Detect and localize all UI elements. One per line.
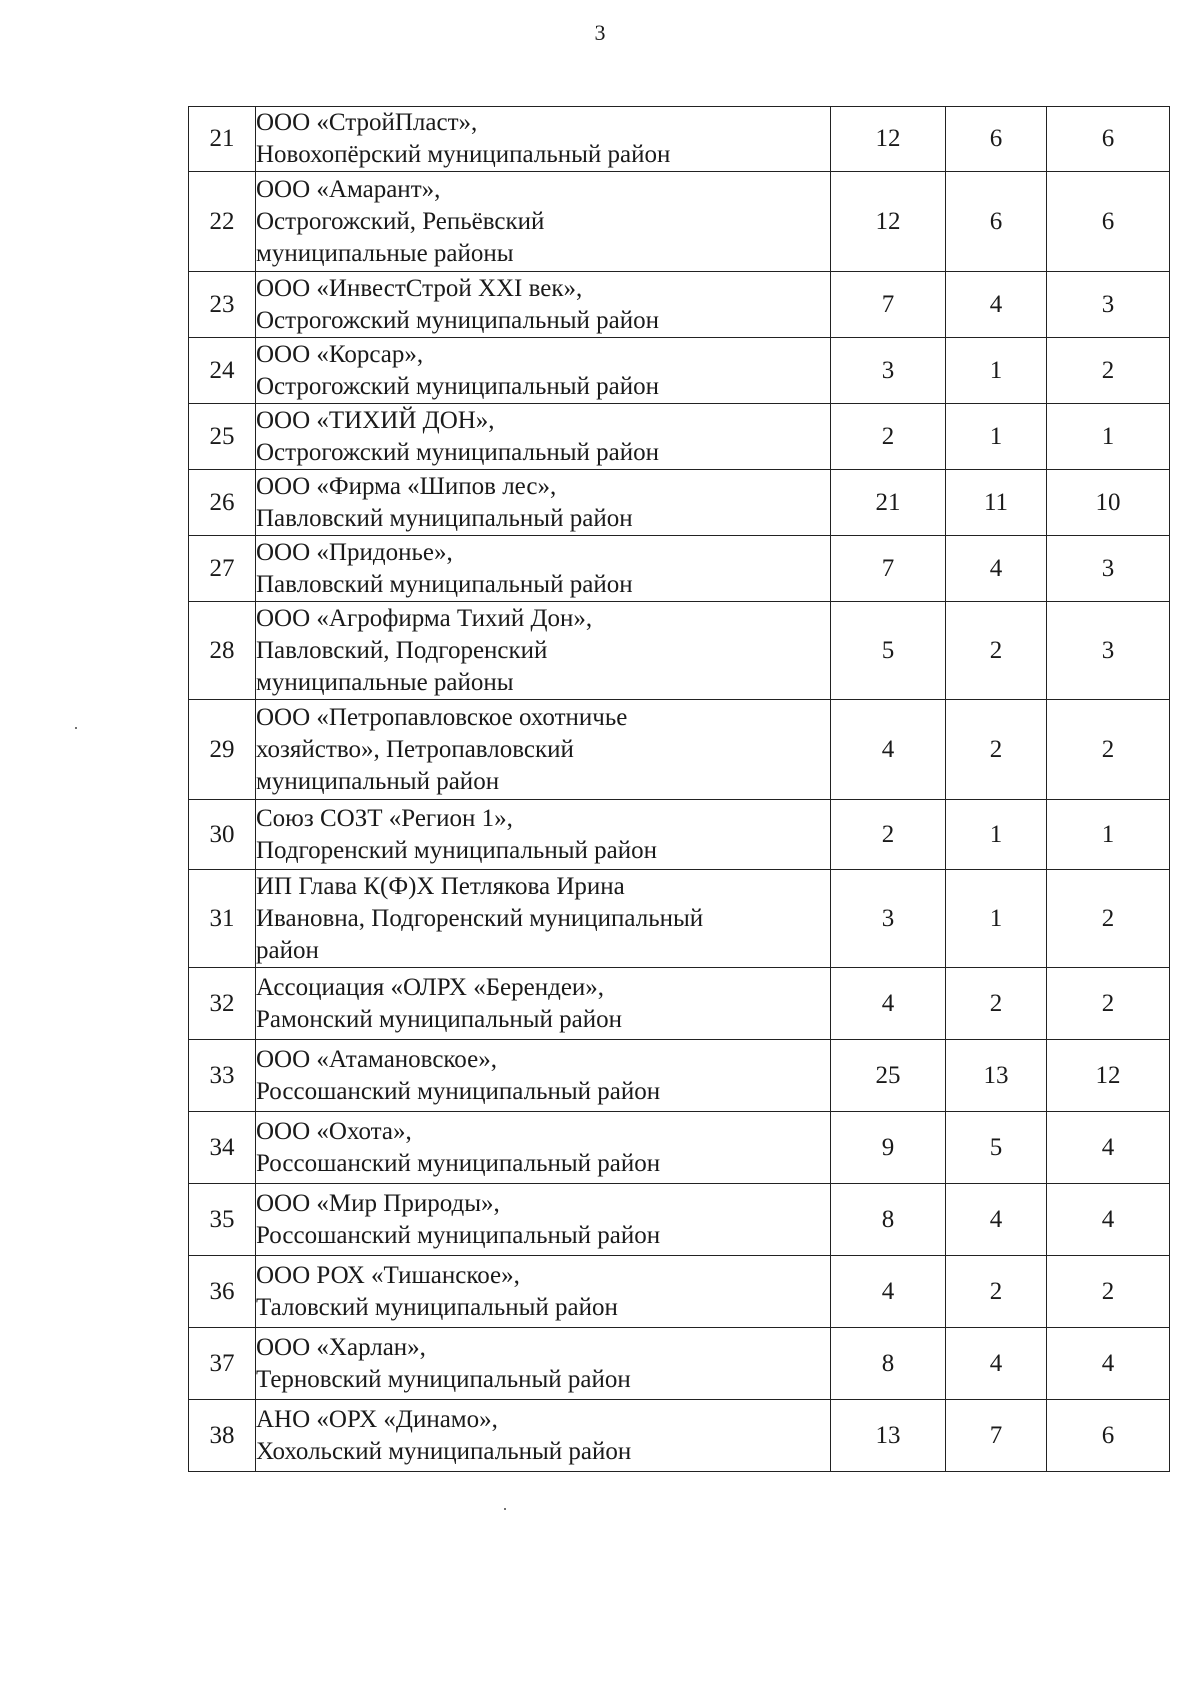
value-3: 2 [1047,1256,1170,1328]
organization-line: Павловский муниципальный район [256,504,633,532]
scan-speck [75,727,77,729]
organization-line: Острогожский муниципальный район [256,438,660,466]
organization-cell [256,404,831,470]
organization-line: Россошанский муниципальный район [256,1221,661,1249]
value-2: 6 [946,172,1047,272]
row-number: 31 [189,870,256,968]
total-value: 12 [831,107,946,172]
organization-line: Терновский муниципальный район [256,1365,631,1393]
organization-cell [256,1184,831,1256]
total-value: 3 [831,338,946,404]
value-2: 1 [946,338,1047,404]
organization-line: Россошанский муниципальный район [256,1149,661,1177]
value-3: 1 [1047,800,1170,870]
organization-line: ООО «СтройПласт», [256,109,478,136]
table-row [189,1256,1170,1328]
table-row [189,1112,1170,1184]
total-value: 21 [831,470,946,536]
row-number: 21 [189,107,256,172]
value-3: 6 [1047,107,1170,172]
organization-line: Россошанский муниципальный район [256,1077,661,1105]
row-number: 22 [189,172,256,272]
row-number: 36 [189,1256,256,1328]
total-value: 2 [831,404,946,470]
organization-line: Таловский муниципальный район [256,1293,618,1321]
total-value: 25 [831,1040,946,1112]
organization-line: Острогожский, Репьёвский [256,207,545,235]
row-number: 23 [189,272,256,338]
value-2: 4 [946,272,1047,338]
value-3: 3 [1047,272,1170,338]
organization-cell [256,700,831,800]
total-value: 12 [831,172,946,272]
value-2: 6 [946,107,1047,172]
value-3: 2 [1047,870,1170,968]
organization-line: Павловский, Подгоренский [256,636,548,664]
table-row [189,1184,1170,1256]
value-3: 1 [1047,404,1170,470]
organization-cell [256,968,831,1040]
table-row [189,1400,1170,1472]
total-value: 8 [831,1328,946,1400]
organization-cell [256,1400,831,1472]
quota-table [188,106,1170,1472]
row-number: 35 [189,1184,256,1256]
table-row [189,536,1170,602]
value-3: 3 [1047,602,1170,700]
value-3: 4 [1047,1184,1170,1256]
organization-line: хозяйство», Петропавловский [256,735,574,763]
total-value: 2 [831,800,946,870]
value-2: 7 [946,1400,1047,1472]
organization-cell [256,1328,831,1400]
table-row [189,700,1170,800]
organization-line: ООО «Амарант», [256,175,441,203]
organization-line: муниципальный район [256,767,500,795]
value-3: 3 [1047,536,1170,602]
organization-line: ООО «Атамановское», [256,1045,497,1073]
table-row [189,272,1170,338]
row-number: 29 [189,700,256,800]
row-number: 38 [189,1400,256,1472]
organization-cell [256,1112,831,1184]
row-number: 34 [189,1112,256,1184]
organization-line: ООО «ТИХИЙ ДОН», [256,406,495,434]
value-3: 10 [1047,470,1170,536]
value-3: 6 [1047,172,1170,272]
table-row [189,107,1170,172]
organization-line: ООО «Корсар», [256,340,424,368]
value-2: 4 [946,1328,1047,1400]
organization-line: Острогожский муниципальный район [256,372,660,400]
organization-line: ООО «Фирма «Шипов лес», [256,472,557,500]
row-number: 25 [189,404,256,470]
total-value: 7 [831,272,946,338]
organization-cell [256,470,831,536]
value-2: 2 [946,968,1047,1040]
organization-line: район [256,936,319,964]
row-number: 37 [189,1328,256,1400]
total-value: 7 [831,536,946,602]
organization-line: муниципальные районы [256,668,514,696]
total-value: 13 [831,1400,946,1472]
value-2: 2 [946,700,1047,800]
value-2: 11 [946,470,1047,536]
scan-speck [504,1508,506,1510]
value-2: 2 [946,1256,1047,1328]
organization-line: ООО «Охота», [256,1117,412,1145]
value-2: 1 [946,800,1047,870]
table-row [189,1328,1170,1400]
total-value: 4 [831,700,946,800]
organization-line: Союз СОЗТ «Регион 1», [256,804,513,832]
table-row [189,470,1170,536]
table-row [189,172,1170,272]
organization-line: Хохольский муниципальный район [256,1437,632,1465]
table-row [189,800,1170,870]
row-number: 26 [189,470,256,536]
organization-cell [256,172,831,272]
row-number: 30 [189,800,256,870]
organization-cell [256,272,831,338]
organization-line: Острогожский муниципальный район [256,306,660,334]
organization-cell [256,536,831,602]
total-value: 3 [831,870,946,968]
organization-line: ООО «Мир Природы», [256,1189,500,1217]
organization-line: Ивановна, Подгоренский муниципальный [256,904,704,932]
value-3: 12 [1047,1040,1170,1112]
organization-line: ООО «ИнвестСтрой XXI век», [256,274,583,302]
row-number: 28 [189,602,256,700]
organization-cell [256,602,831,700]
value-3: 4 [1047,1112,1170,1184]
table-row [189,602,1170,700]
organization-line: АНО «ОРХ «Динамо», [256,1405,498,1433]
value-2: 5 [946,1112,1047,1184]
total-value: 8 [831,1184,946,1256]
value-2: 4 [946,536,1047,602]
total-value: 5 [831,602,946,700]
value-3: 2 [1047,338,1170,404]
value-3: 4 [1047,1328,1170,1400]
organization-line: Ассоциация «ОЛРХ «Берендеи», [256,973,605,1001]
value-2: 13 [946,1040,1047,1112]
table-row [189,1040,1170,1112]
page-number: 3 [594,20,606,45]
organization-line: Павловский муниципальный район [256,570,633,598]
value-2: 1 [946,870,1047,968]
organization-cell [256,107,831,172]
organization-line: ООО «Агрофирма Тихий Дон», [256,604,593,632]
organization-line: муниципальные районы [256,239,514,267]
value-3: 2 [1047,968,1170,1040]
organization-cell [256,800,831,870]
table-body [189,107,1170,1472]
table-row [189,404,1170,470]
table-row [189,870,1170,968]
organization-line: ООО «Придонье», [256,538,453,566]
value-3: 6 [1047,1400,1170,1472]
table-row [189,338,1170,404]
row-number: 32 [189,968,256,1040]
row-number: 27 [189,536,256,602]
total-value: 4 [831,1256,946,1328]
row-number: 24 [189,338,256,404]
value-3: 2 [1047,700,1170,800]
total-value: 9 [831,1112,946,1184]
table-row [189,968,1170,1040]
row-number: 33 [189,1040,256,1112]
organization-line: ООО «Харлан», [256,1333,426,1361]
value-2: 2 [946,602,1047,700]
organization-cell [256,870,831,968]
total-value: 4 [831,968,946,1040]
organization-line: Рамонский муниципальный район [256,1005,623,1033]
organization-cell [256,338,831,404]
organization-line: Новохопёрский муниципальный район [256,141,671,168]
organization-line: Подгоренский муниципальный район [256,836,657,864]
organization-line: ООО «Петропавловское охотничье [256,703,628,731]
organization-line: ИП Глава К(Ф)Х Петлякова Ирина [256,872,625,900]
organization-line: ООО РОХ «Тишанское», [256,1261,520,1289]
value-2: 4 [946,1184,1047,1256]
organization-cell [256,1040,831,1112]
value-2: 1 [946,404,1047,470]
organization-cell [256,1256,831,1328]
